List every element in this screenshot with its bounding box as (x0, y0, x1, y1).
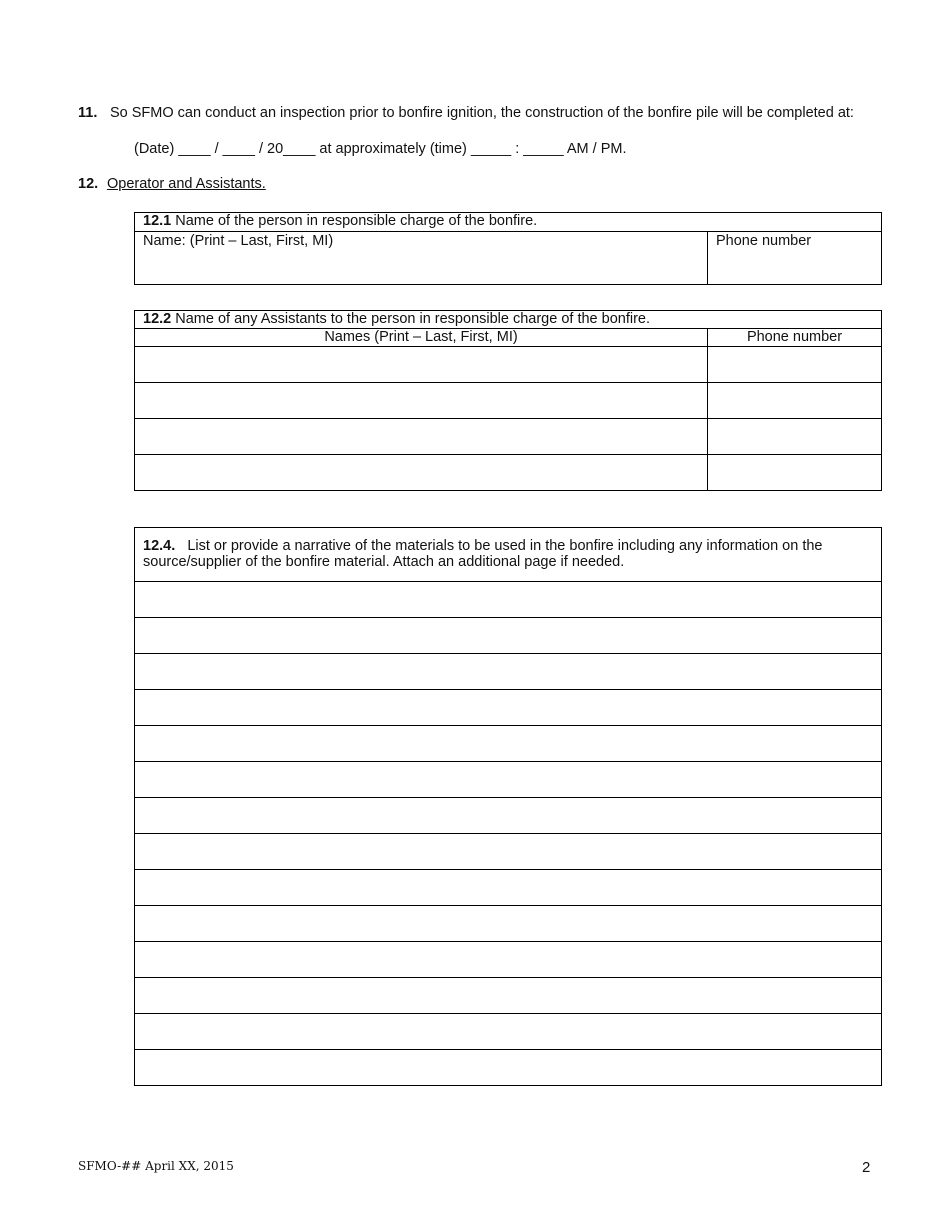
section-12-4-number: 12.4. (143, 538, 176, 554)
table-row (135, 1050, 882, 1086)
question-12 (78, 176, 266, 192)
materials-line-field[interactable] (135, 582, 882, 618)
table-row (135, 834, 882, 870)
materials-line-field[interactable] (135, 618, 882, 654)
question-12-number: 12. (78, 176, 99, 192)
question-11-text: So SFMO can conduct an inspection prior to bonfire ignition, the construction of the bonfire pile will be completed at: (110, 105, 854, 121)
table-row (135, 419, 882, 455)
table-row (135, 762, 882, 798)
assistant-phone-field[interactable] (708, 419, 882, 455)
table-row (135, 654, 882, 690)
table-row (135, 618, 882, 654)
table-row (135, 1014, 882, 1050)
materials-line-field[interactable] (135, 1014, 882, 1050)
materials-line-field[interactable] (135, 690, 882, 726)
table-row (135, 798, 882, 834)
section-12-1-heading (135, 213, 882, 232)
materials-line-field[interactable] (135, 870, 882, 906)
table-row (135, 870, 882, 906)
section-12-1-heading-text: Name of the person in responsible charge of the bonfire. (175, 213, 538, 229)
section-12-4-heading-text: List or provide a narrative of the materials to be used in the bonfire including any information on the source/supplier of the bonfire material. Attach an additional page if needed. (143, 538, 823, 570)
assistant-phone-field[interactable] (708, 455, 882, 491)
question-11 (78, 105, 854, 121)
materials-line-field[interactable] (135, 834, 882, 870)
responsible-person-table (134, 212, 882, 285)
section-12-2-heading (135, 311, 882, 329)
question-12-title: Operator and Assistants. (107, 176, 266, 192)
section-12-2-number: 12.2 (143, 311, 172, 327)
table-row (135, 347, 882, 383)
materials-line-field[interactable] (135, 762, 882, 798)
assistant-name-field[interactable] (135, 347, 708, 383)
table-row (135, 455, 882, 491)
assistant-phone-field[interactable] (708, 347, 882, 383)
question-11-number: 11. (78, 105, 98, 121)
materials-line-field[interactable] (135, 942, 882, 978)
responsible-person-phone-label: Phone number (716, 233, 812, 249)
table-row (135, 942, 882, 978)
responsible-person-phone-field[interactable] (708, 232, 882, 285)
section-12-1-number: 12.1 (143, 213, 172, 229)
table-row (135, 978, 882, 1014)
form-id-footer: SFMO-## April XX, 2015 (78, 1159, 234, 1173)
materials-line-field[interactable] (135, 726, 882, 762)
table-row (135, 582, 882, 618)
section-12-2-heading-text: Name of any Assistants to the person in responsible charge of the bonfire. (175, 311, 651, 327)
page-number: 2 (862, 1159, 871, 1176)
assistant-name-field[interactable] (135, 455, 708, 491)
materials-line-field[interactable] (135, 798, 882, 834)
assistants-phone-header: Phone number (708, 329, 882, 347)
responsible-person-name-field[interactable] (135, 232, 708, 285)
table-row (135, 726, 882, 762)
table-row (135, 906, 882, 942)
materials-table (134, 527, 882, 1086)
materials-line-field[interactable] (135, 978, 882, 1014)
assistant-phone-field[interactable] (708, 383, 882, 419)
materials-line-field[interactable] (135, 906, 882, 942)
responsible-person-name-label: Name: (Print – Last, First, MI) (143, 233, 334, 249)
materials-line-field[interactable] (135, 1050, 882, 1086)
assistant-name-field[interactable] (135, 383, 708, 419)
section-12-4-heading (135, 528, 882, 582)
assistants-names-header: Names (Print – Last, First, MI) (135, 329, 708, 347)
materials-line-field[interactable] (135, 654, 882, 690)
table-row (135, 383, 882, 419)
table-row (135, 690, 882, 726)
assistants-table (134, 310, 882, 491)
completion-date-time-line[interactable]: (Date) ____ / ____ / 20____ at approximately (time) _____ : _____ AM / PM. (134, 141, 627, 157)
assistant-name-field[interactable] (135, 419, 708, 455)
